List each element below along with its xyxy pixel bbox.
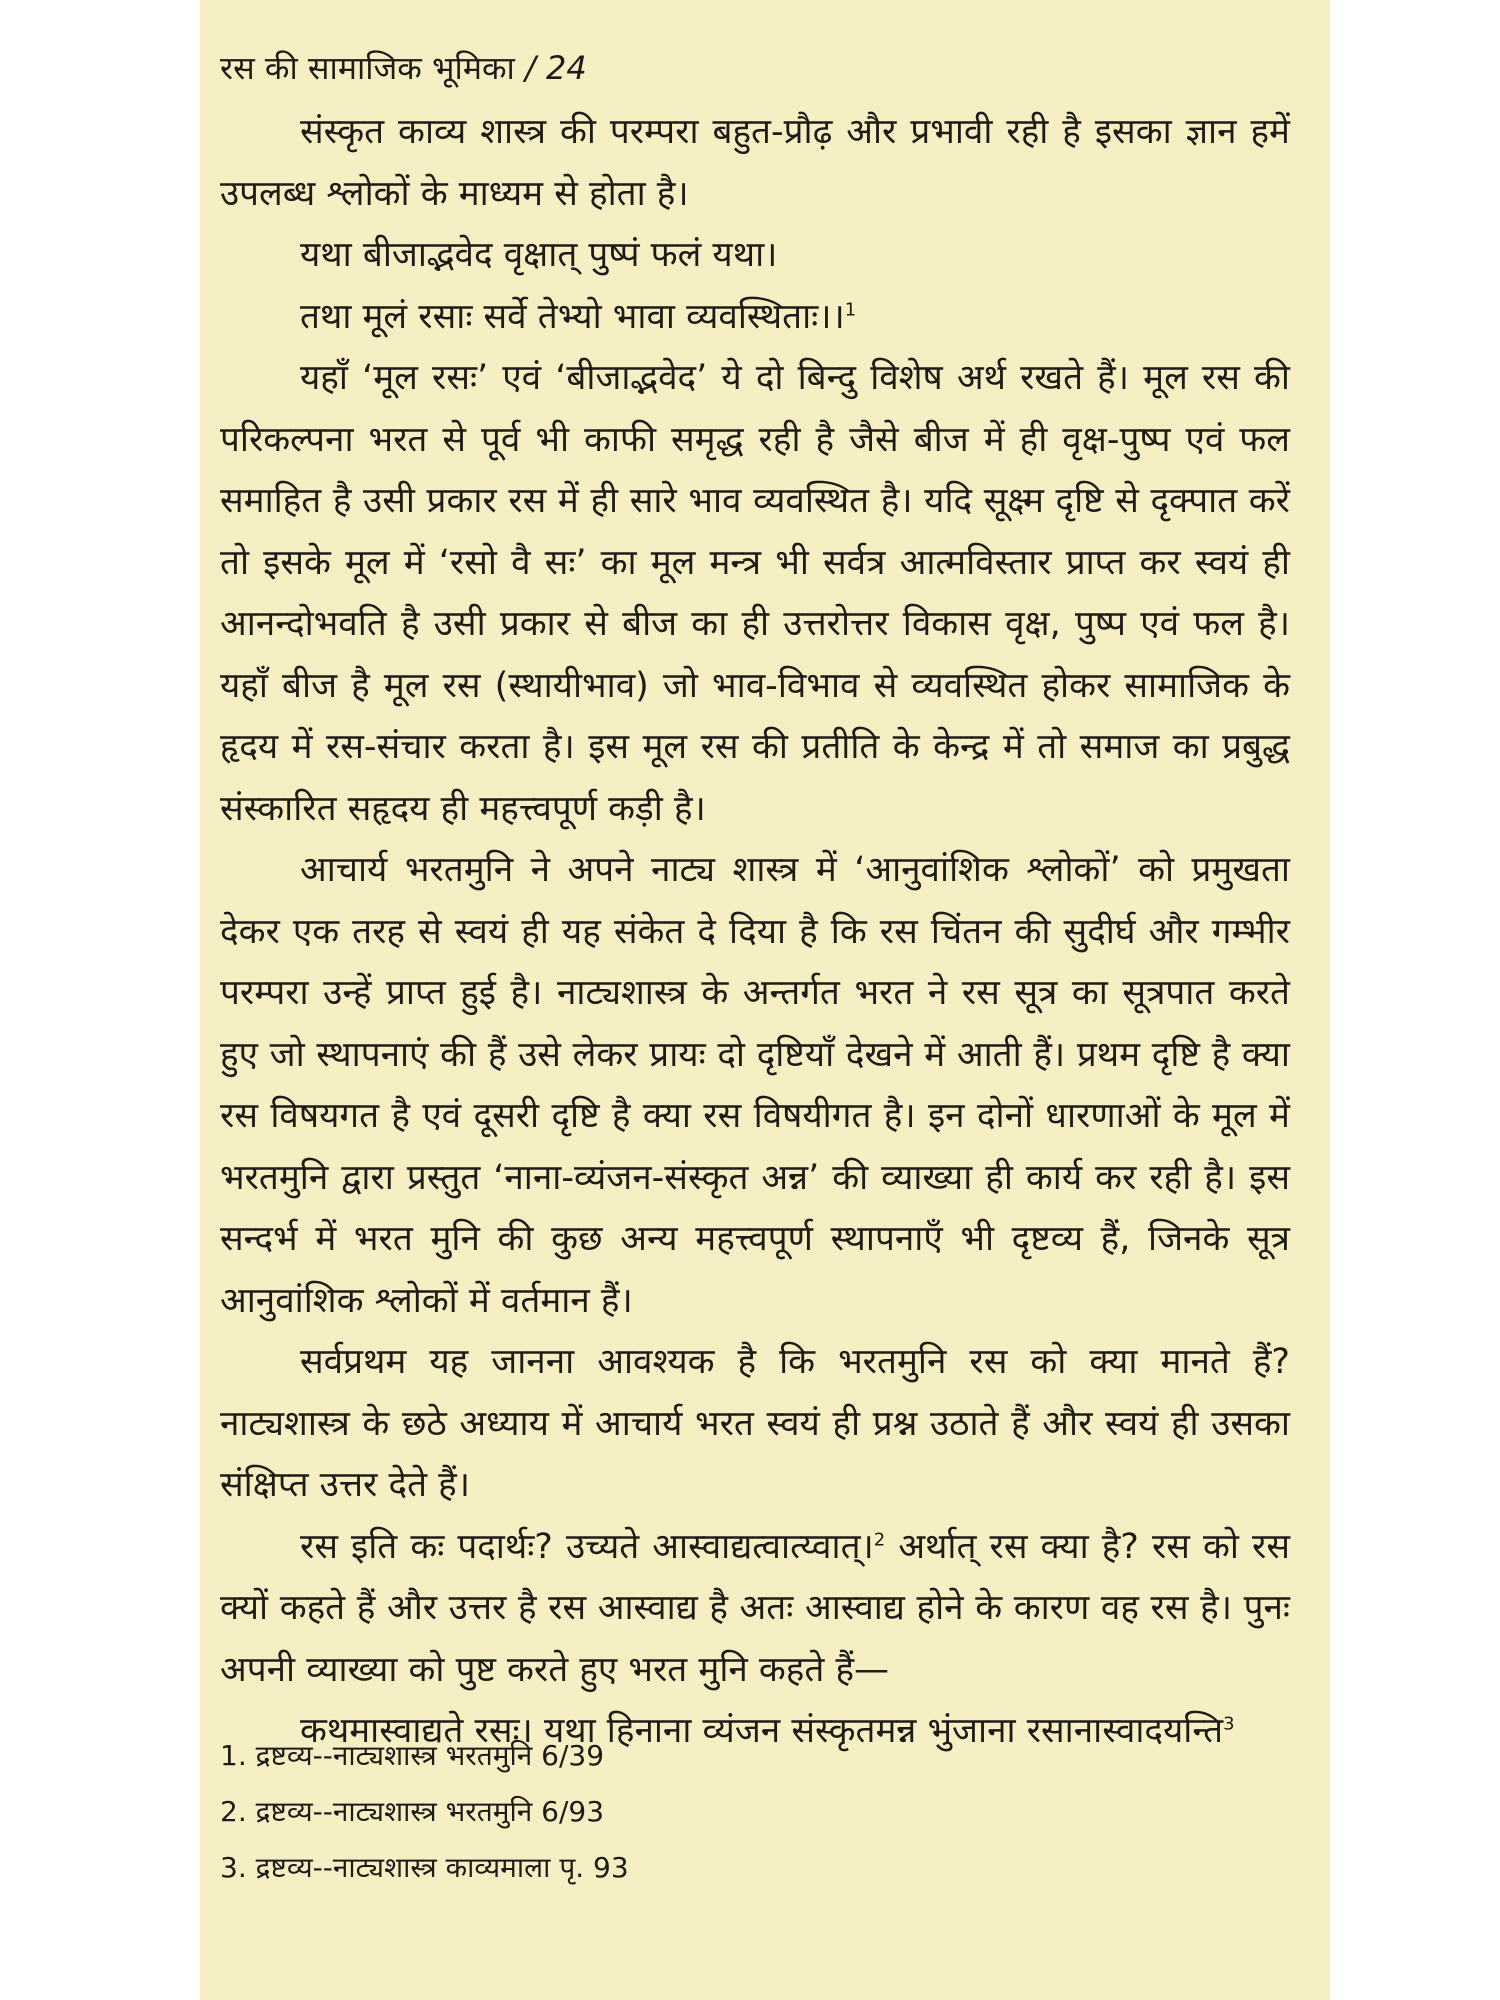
paragraph-1: संस्कृत काव्य शास्त्र की परम्परा बहुत-प्रौढ़ और प्रभावी रही है इसका ज्ञान हमें उपलब्ध श्लोकों के माध्यम से होता है। [220,112,1290,214]
verse-line-2-text: तथा मूलं रसाः सर्वे तेभ्यो भावा व्यवस्थिताः।। [300,296,845,337]
page-number: 24 [545,49,587,87]
paragraph-5-part-a: रस इति कः पदार्थः? उच्यते आस्वाद्यत्वात्य्वात्। [300,1526,874,1567]
footnote-ref-1: 1 [844,298,857,320]
footnote-ref-3: 3 [1223,1713,1235,1735]
book-page [200,0,1330,2000]
footnote-3: 3. द्रष्टव्य--नाट्यशास्त्र काव्यमाला पृ. 93 [220,1851,629,1884]
footnote-2: 2. द्रष्टव्य--नाट्यशास्त्र भरतमुनि 6/93 [220,1795,605,1828]
running-header [220,40,1290,96]
paragraph-2: यहाँ ‘मूल रसः’ एवं ‘बीजाद्भवेद’ ये दो बिन्दु विशेष अर्थ रखते हैं। मूल रस की परिकल्पना भरत से पूर्व भी काफी समृद्ध रही है जैसे बीज में ही वृक्ष-पुष्प एवं फल समाहित है उसी प्रकार रस में ही सारे भाव व्यवस्थित है। यदि सूक्ष्म दृष्टि से दृक्पात करें तो इसके मूल में ‘रसो वै सः’ का मूल मन्त्र भी सर्वत्र आत्मविस्तार प्राप्त कर स्वयं ही आनन्दोभवति है उसी प्रकार से बीज का ही उत्तरोत्तर विकास वृक्ष, पुष्प एवं फल है। यहाँ बीज है मूल रस (स्थायीभाव) जो भाव-विभाव से व्यवस्थित होकर सामाजिक के हृदय में रस-संचार करता है। इस मूल रस की प्रतीति के केन्द्र में तो समाज का प्रबुद्ध संस्कारित सहृदय ही महत्त्वपूर्ण कड़ी है। [220,358,1290,829]
footnote-ref-2: 2 [873,1528,886,1550]
footnotes [220,1728,1290,1896]
header-separator: / [525,49,536,87]
paragraph-6-text: कथमास्वाद्यते रसः। यथा हिनाना व्यंजन संस्कृतमन्न भुंजाना रसानास्वादयन्ति [300,1711,1224,1751]
paragraph-4: सर्वप्रथम यह जानना आवश्यक है कि भरतमुनि रस को क्या मानते हैं? नाट्यशास्त्र के छठे अध्याय में आचार्य भरत स्वयं ही प्रश्न उठाते हैं और स्वयं ही उसका संक्षिप्त उत्तर देते हैं। [220,1342,1290,1505]
verse-line-1: यथा बीजाद्भवेद वृक्षात् पुष्पं फलं यथा। [300,235,778,275]
paragraph-5-part-b: अर्थात् रस क्या है? रस को रस क्यों कहते हैं और उत्तर है रस आस्वाद्य है अतः आस्वाद्य होने के कारण वह रस है। पुनः अपनी व्याख्या को पुष्ट करते हुए भरत मुनि कहते हैं— [220,1526,1290,1690]
paragraph-3: आचार्य भरतमुनि ने अपने नाट्य शास्त्र में ‘आनुवांशिक श्लोकों’ को प्रमुखता देकर एक तरह से स्वयं ही यह संकेत दे दिया है कि रस चिंतन की सुदीर्घ और गम्भीर परम्परा उन्हें प्राप्त हुई है। नाट्यशास्त्र के अन्तर्गत भरत ने रस सूत्र का सूत्रपात करते हुए जो स्थापनाएं की हैं उसे लेकर प्रायः दो दृष्टियाँ देखने में आती हैं। प्रथम दृष्टि है क्या रस विषयगत है एवं दूसरी दृष्टि है क्या रस विषयीगत है। इन दोनों धारणाओं के मूल में भरतमुनि द्वारा प्रस्तुत ‘नाना-व्यंजन-संस्कृत अन्न’ की व्याख्या ही कार्य कर रही है। इस सन्दर्भ में भरत मुनि की कुछ अन्य महत्त्वपूर्ण स्थापनाएँ भी दृष्टव्य हैं, जिनके सूत्र आनुवांशिक श्लोकों में वर्तमान हैं। [220,850,1290,1321]
footnote-1: 1. द्रष्टव्य--नाट्यशास्त्र भरतमुनि 6/39 [220,1739,605,1772]
paragraph-5 [220,1517,1290,1702]
header-title: रस की सामाजिक भूमिका [220,49,515,87]
verse-line-2 [220,287,1290,349]
